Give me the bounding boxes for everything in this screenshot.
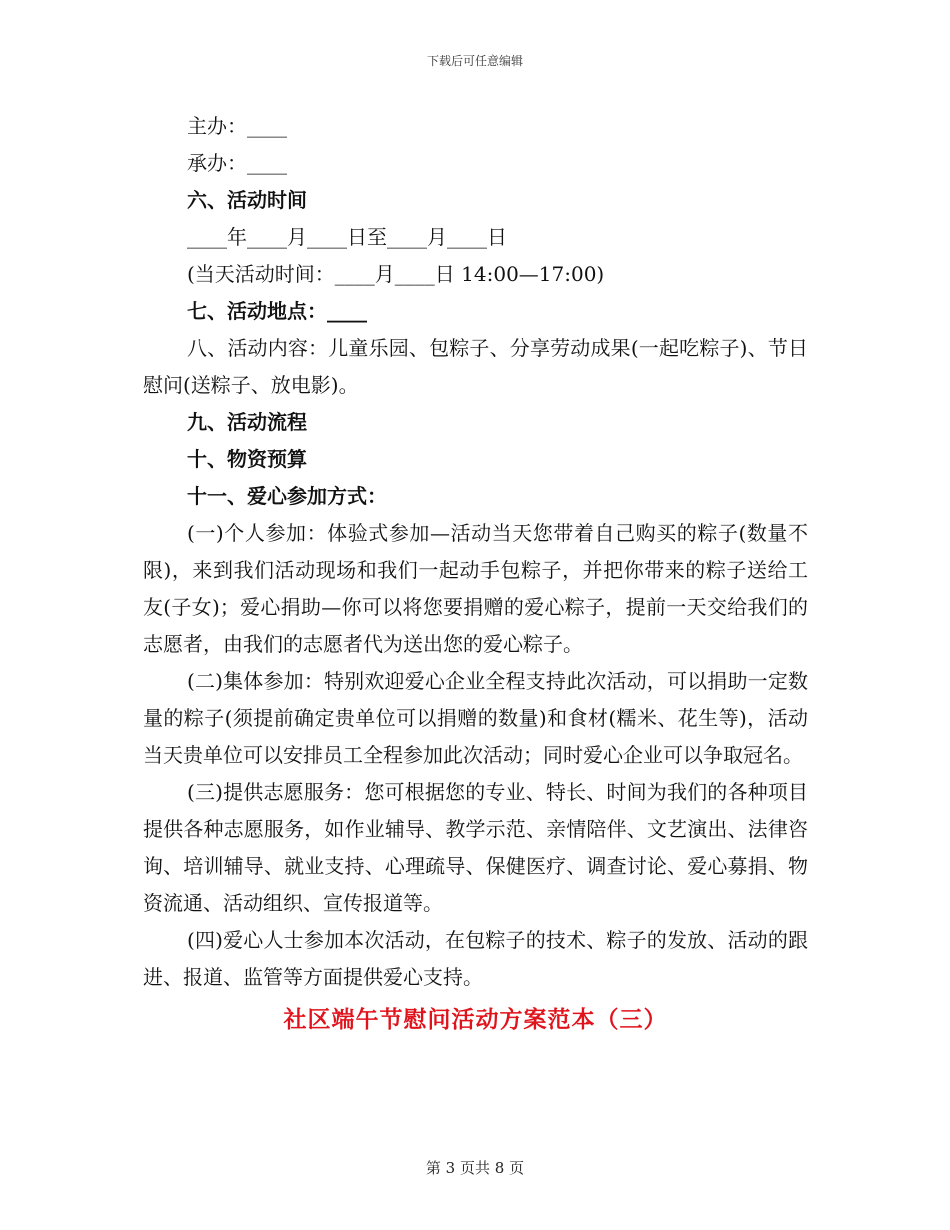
day-time-line: (当天活动时间：____月____日 14:00—17:00) [187, 262, 605, 286]
individual-participation-paragraph: (一)个人参加：体验式参加—活动当天您带着自己购买的粽子(数量不限)，来到我们活动现场和我们一起动手包粽子，并把你带来的粽子送给工友(子女)；爱心捐助—你可以将您要捐赠的爱心粽子，提前一天交给我们的志愿者，由我们的志愿者代为送出您的爱心粽子。 [143, 521, 808, 656]
section-8-paragraph: 八、活动内容：儿童乐园、包粽子、分享劳动成果(一起吃粽子)、节日慰问(送粽子、放电影)。 [143, 336, 808, 397]
date-range-line: ____年____月____日至____月____日 [187, 225, 507, 249]
host-line: 主办：____ [187, 114, 287, 138]
section-11-heading: 十一、爱心参加方式： [187, 484, 387, 508]
section-7-heading: 七、活动地点：____ [187, 299, 367, 323]
volunteer-service-paragraph: (三)提供志愿服务：您可根据您的专业、特长、时间为我们的各种项目提供各种志愿服务，如作业辅导、教学示范、亲情陪伴、文艺演出、法律咨询、培训辅导、就业支持、心理疏导、保健医疗、调查讨论、爱心募捐、物资流通、活动组织、宣传报道等。 [143, 780, 808, 915]
organizer-line: 承办：____ [187, 151, 287, 175]
group-participation-paragraph: (二)集体参加：特别欢迎爱心企业全程支持此次活动，可以捐助一定数量的粽子(须提前确定贵单位可以捐赠的数量)和食材(糯米、花生等)，活动当天贵单位可以安排员工全程参加此次活动；同时爱心企业可以争取冠名。 [143, 669, 808, 767]
header-note: 下载后可任意编辑 [426, 54, 523, 68]
page-number: 第 3 页共 8 页 [425, 1159, 525, 1177]
section-10-heading: 十、物资预算 [187, 447, 307, 471]
section-9-heading: 九、活动流程 [187, 410, 307, 434]
document-body [143, 108, 808, 1038]
next-plan-title: 社区端午节慰问活动方案范本（三） [283, 1006, 668, 1033]
section-6-heading: 六、活动时间 [187, 188, 307, 212]
caring-people-paragraph: (四)爱心人士参加本次活动，在包粽子的技术、粽子的发放、活动的跟进、报道、监管等方面提供爱心支持。 [143, 928, 808, 989]
